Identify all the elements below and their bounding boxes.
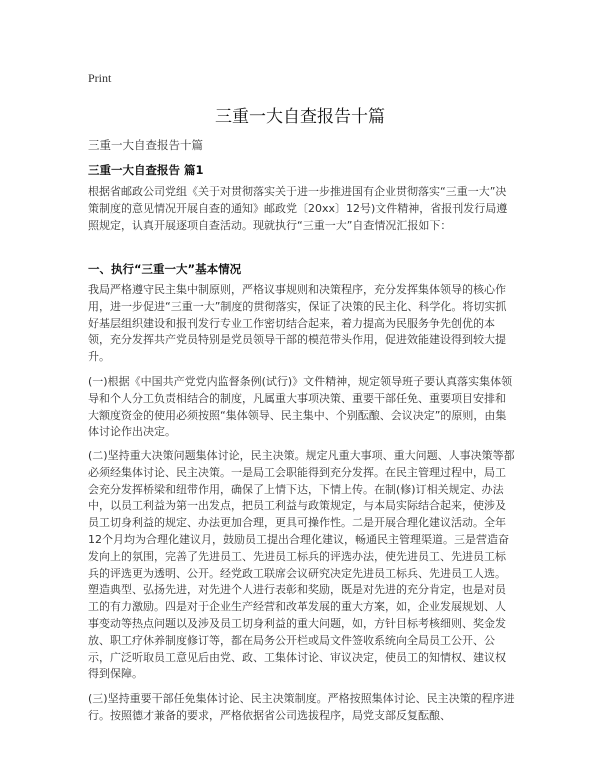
section-heading-1: 一、执行“三重一大”基本情况 <box>88 262 242 276</box>
intro-paragraph: 根据省邮政公司党组《关于对贯彻落实关于进一步推进国有企业贯彻落实“三重一大”决策制度的意见情况开展自查的通知》邮政党〔20xx〕12号)文件精神，省报刊发行局遵照规定，认真开展逐项自查活动。现就执行“三重一大”自查情况汇报如下： <box>88 185 508 232</box>
document-subtitle: 三重一大自查报告十篇 <box>88 138 203 152</box>
article-heading: 三重一大自查报告 篇1 <box>88 163 204 177</box>
section-1-paragraph: 我局严格遵守民主集中制原则，严格议事规则和决策程序，充分发挥集体领导的核心作用，进一步促进“三重一大”制度的贯彻落实，保证了决策的民主化、科学化。将切实抓好基层组织建设和报刊发行专业工作密切结合起来，着力提高为民服务争先创优的本领，充分发挥共产党员特别是党员领导干部的模范带头作用，促进效能建设得到较大提升。 <box>88 283 507 364</box>
item-1-paragraph: (一)根据《中国共产党党内监督条例(试行)》文件精神，规定领导班子要认真落实集体领导和个人分工负责相结合的制度，凡属重大事项决策、重要干部任免、重要项目安排和大额度资金的使用必须按照“集体领导、民主集中、个别酝酿、会议决定”的原则，由集体讨论作出决定。 <box>88 375 513 439</box>
print-link[interactable]: Print <box>88 71 112 85</box>
item-2-paragraph: (二)坚持重大决策问题集体讨论，民主决策。规定凡重大事项、重大问题、人事决策等都必须经集体讨论、民主决策。一是局工会职能得到充分发挥。在民主管理过程中，局工会充分发挥桥梁和纽带作用，确保了上情下达，下情上传。在制(修)订相关规定、办法中，以员工利益为第一出发点，把员工利益与政策规定，与本局实际结合起来，使涉及员工切身利益的规定、办法更加合理，更具可操作性。二是开展合理化建议活动。全年12个月均为合理化建议月，鼓励员工提出合理化建议，畅通民主管理渠道。三是营造奋发向上的氛围，完善了先进员工、先进员工标兵的评选办法，使先进员工、先进员工标兵的评选更为透明、公开。经党政工联席会议研究决定先进员工标兵、先进员工人选。塑造典型、弘扬先进，对先进个人进行表彰和奖励，既是对先进的充分肯定，也是对员工的有力激励。四是对于企业生产经营和改革发展的重大方案，如，企业发展规划、人事变动等热点问题以及涉及员工切身利益的重大问题，如，方针目标考核细则、奖金发放、职工疗休养制度修订等，都在局务公开栏或局文件签收系统向全局员工公开、公示，广泛听取员工意见后由党、政、工集体讨论、审议决定，使员工的知情权、建议权得到保障。 <box>88 449 515 681</box>
item-3-paragraph: (三)坚持重要干部任免集体讨论、民主决策制度。严格按照集体讨论、民主决策的程序进行。按照德才兼备的要求，严格依据省公司选拔程序，局党支部反复酝酿、 <box>88 692 515 722</box>
document-title: 三重一大自查报告十篇 <box>215 107 385 127</box>
